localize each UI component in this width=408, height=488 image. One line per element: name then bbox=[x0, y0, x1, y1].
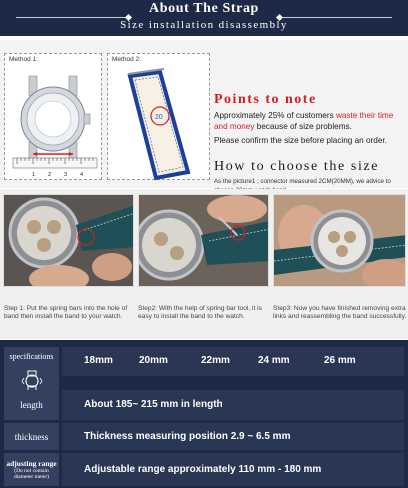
thickness-label: thickness bbox=[4, 423, 59, 450]
adjusting-value: Adjustable range approximately 110 mm - 180 mm bbox=[84, 464, 322, 475]
adjusting-sublabel: (Do not contain diameter meter) bbox=[14, 467, 49, 480]
svg-text:20: 20 bbox=[155, 114, 163, 121]
spec-row-adjusting bbox=[0, 453, 408, 486]
methods-section bbox=[0, 40, 408, 188]
method2-panel bbox=[107, 53, 210, 180]
strap-back-illustration bbox=[108, 54, 211, 181]
size-option: 24 mm bbox=[258, 355, 290, 366]
points-title: Points to note bbox=[214, 92, 317, 107]
adjusting-label-cell bbox=[4, 453, 59, 486]
size-option: 20mm bbox=[139, 355, 168, 366]
header-right-rule bbox=[280, 17, 392, 18]
points-confirm-text: Please confirm the size before placing an order. bbox=[214, 136, 387, 145]
points-warning-highlight: waste their time and money bbox=[214, 111, 394, 131]
ruler-number-2: 2 bbox=[48, 172, 52, 178]
ruler-number-3: 3 bbox=[64, 172, 68, 178]
header-banner bbox=[0, 0, 408, 36]
step1-photo bbox=[3, 194, 134, 287]
step2-photo bbox=[138, 194, 269, 287]
size-option: 22mm bbox=[201, 355, 230, 366]
length-value: About 185~ 215 mm in length bbox=[84, 399, 223, 410]
step1-caption: Step 1: Put the spring bars into the hole of band then install the band to your watch. bbox=[4, 305, 128, 320]
spec-row-thickness bbox=[0, 423, 408, 450]
sizes-values bbox=[62, 347, 404, 376]
step3-caption: Step3: Now you have finished removing extra links and reassembling the band successfully. bbox=[273, 305, 407, 320]
ruler-number-4: 4 bbox=[80, 172, 84, 178]
method1-label: Method 1: bbox=[9, 56, 38, 63]
spec-table bbox=[0, 340, 408, 488]
specifications-label: specifications bbox=[9, 352, 54, 361]
how-title: How to choose the size bbox=[214, 159, 380, 174]
adjusting-label: adjusting range bbox=[6, 458, 57, 468]
points-warning-text: Approximately 25% of customers waste their time and money because of size problems. bbox=[214, 111, 394, 131]
method1-panel bbox=[4, 53, 102, 180]
adjusting-value-cell bbox=[62, 453, 404, 486]
header-left-rule bbox=[16, 17, 128, 18]
size-option: 26 mm bbox=[324, 355, 356, 366]
step2-caption: Step2: With the help of spring bar tool, it is easy to install the band to the watch. bbox=[138, 305, 262, 320]
how-paragraph-1: As the picture1 ; connector measured 2CM(20MM), we advice to bbox=[214, 178, 391, 185]
size-option: 18mm bbox=[84, 355, 113, 366]
method2-label: Method 2: bbox=[112, 56, 141, 63]
watch-icon bbox=[21, 370, 43, 392]
spec-row-length bbox=[0, 390, 408, 420]
ruler-number-1: 1 bbox=[32, 172, 36, 178]
thickness-value: Thickness measuring position 2.9 ~ 6.5 mm bbox=[84, 431, 291, 442]
page-title: About The Strap bbox=[149, 1, 259, 16]
step3-photo bbox=[273, 194, 406, 287]
thickness-value-cell bbox=[62, 423, 404, 450]
length-value-cell bbox=[62, 390, 404, 420]
page-subtitle: Size installation disassembly bbox=[120, 19, 288, 31]
watch-case-measure-illustration bbox=[5, 54, 103, 181]
steps-section bbox=[0, 189, 408, 339]
length-label: length bbox=[4, 390, 59, 420]
